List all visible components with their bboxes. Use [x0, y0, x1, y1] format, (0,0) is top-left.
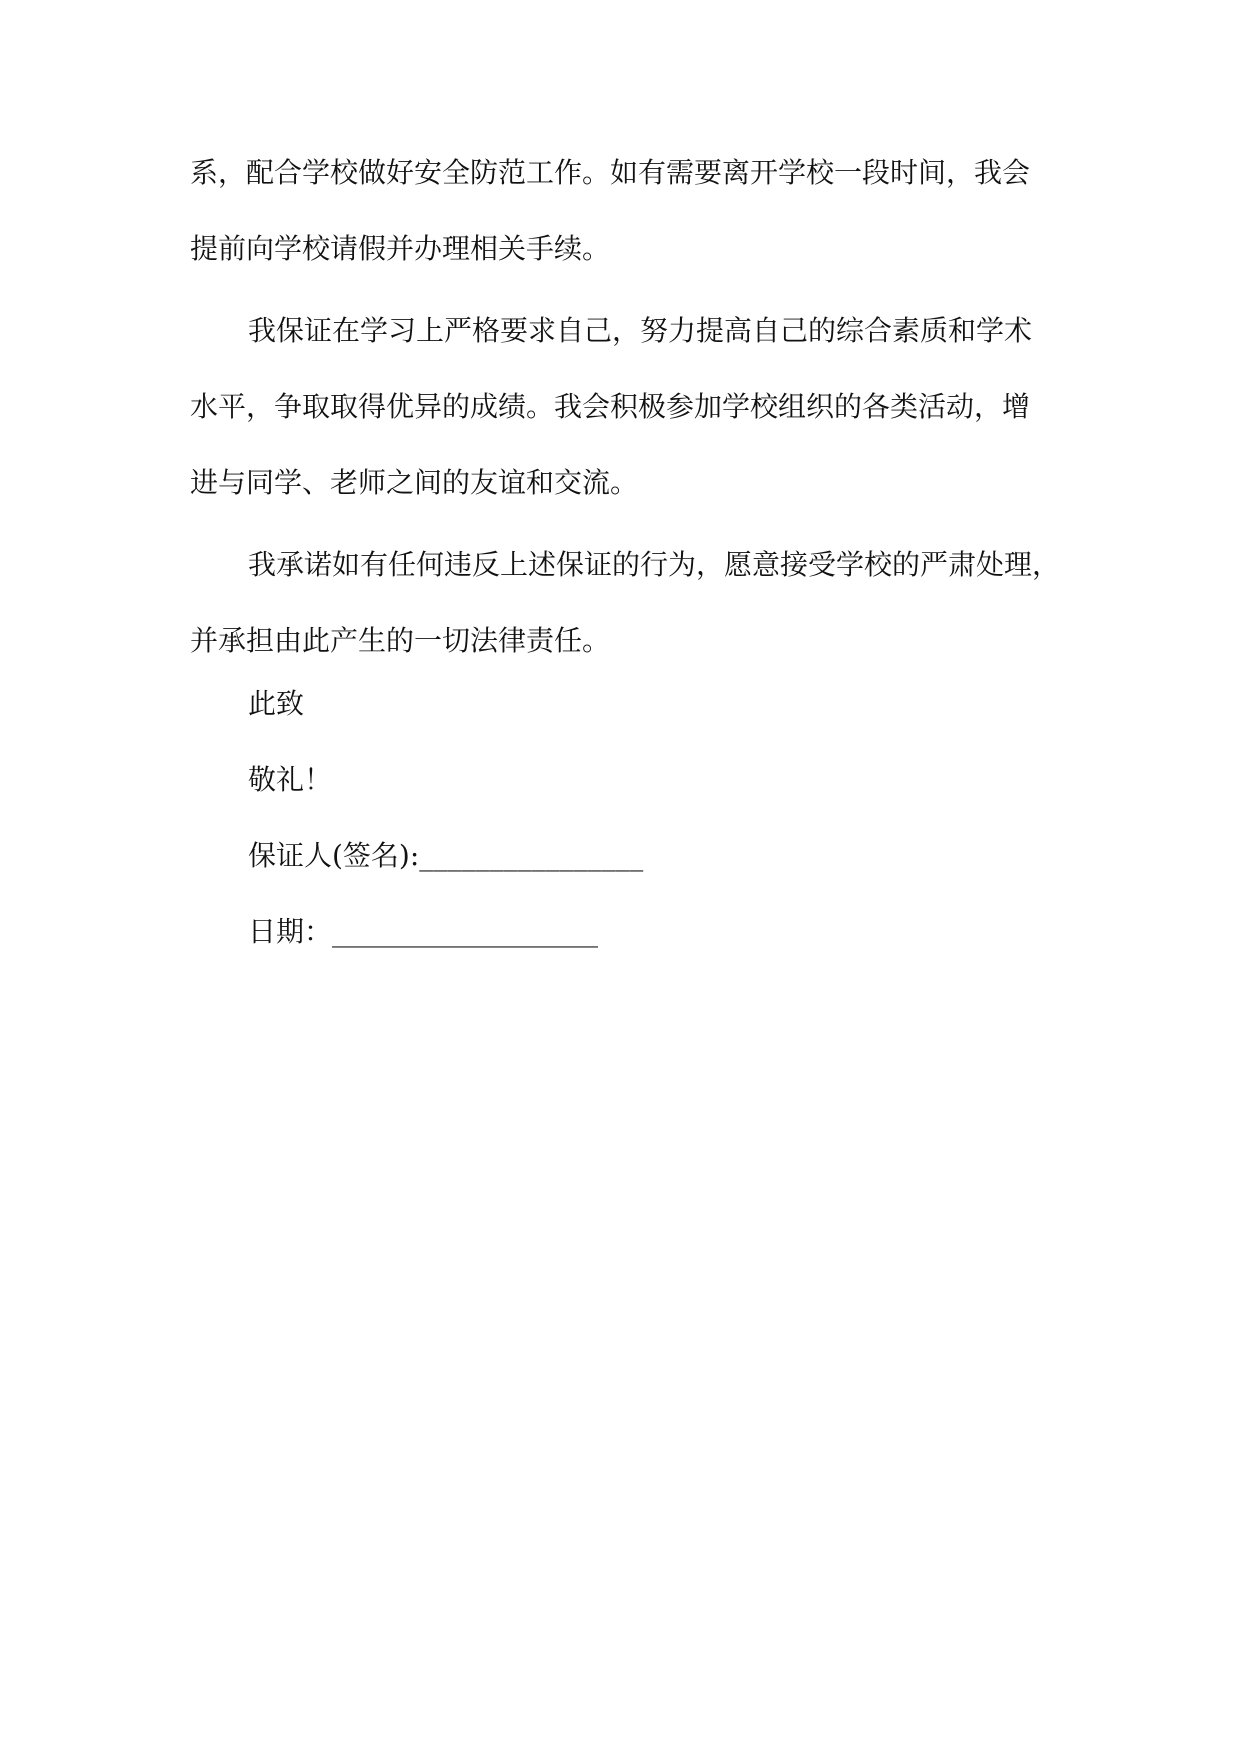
paragraph-line: 我保证在学习上严格要求自己，努力提高自己的综合素质和学术	[248, 314, 1033, 347]
paragraph-line: 提前向学校请假并办理相关手续。	[190, 232, 611, 265]
closing-section	[190, 666, 1050, 970]
paragraph-line: 我承诺如有任何违反上述保证的行为，愿意接受学校的严肃处理，	[248, 548, 1061, 581]
date-line: 日期：___________________	[248, 915, 599, 948]
paragraph-line: 系，配合学校做好安全防范工作。如有需要离开学校一段时间，我会	[190, 156, 1031, 189]
paragraph-line: 进与同学、老师之间的友谊和交流。	[190, 466, 639, 499]
closing-salute: 敬礼！	[248, 763, 333, 796]
paragraph-commitment	[190, 527, 1061, 679]
paragraph-line: 并承担由此产生的一切法律责任。	[190, 624, 611, 657]
signature-line: 保证人(签名):________________	[248, 839, 644, 872]
paragraph-continuation	[190, 135, 1050, 287]
paragraph-study	[190, 293, 1050, 521]
closing-greeting: 此致	[248, 687, 305, 720]
paragraph-line: 水平，争取取得优异的成绩。我会积极参加学校组织的各类活动，增	[190, 390, 1031, 423]
